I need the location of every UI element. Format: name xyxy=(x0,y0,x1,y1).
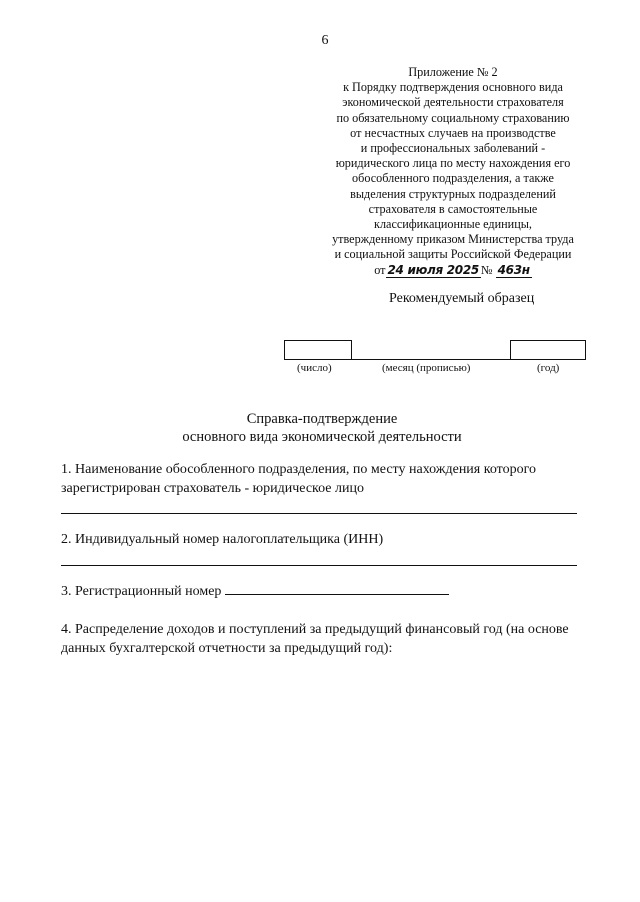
inn-input-line[interactable] xyxy=(61,565,577,566)
day-caption: (число) xyxy=(297,362,332,374)
year-caption: (год) xyxy=(537,362,560,374)
field-subdivision-name: 1. Наименование обособленного подразделения, по месту нахождения которого зарегистрирован страхователь - юридическое лицо xyxy=(61,462,536,496)
appendix-line: экономической деятельности страхователя xyxy=(342,95,564,110)
order-number-handwritten: 463н xyxy=(497,262,530,277)
appendix-header xyxy=(318,65,588,278)
recommended-sample-label: Рекомендуемый образец xyxy=(389,291,535,306)
year-input-box[interactable] xyxy=(510,340,586,360)
appendix-line: и профессиональных заболеваний - xyxy=(360,141,546,156)
order-reference xyxy=(318,263,588,278)
order-number-label: № xyxy=(480,262,493,277)
appendix-line: Приложение № 2 xyxy=(408,65,498,79)
order-date-handwritten: 24 июля 2025 xyxy=(387,262,479,277)
page-number: 6 xyxy=(321,33,329,48)
appendix-line: к Порядку подтверждения основного вида xyxy=(343,80,563,95)
appendix-line: обособленного подразделения, а также xyxy=(352,171,554,186)
field-registration-number xyxy=(61,580,609,601)
appendix-line: юридического лица по месту нахождения его xyxy=(335,156,571,171)
document-title xyxy=(0,410,640,446)
registration-number-label: 3. Регистрационный номер xyxy=(61,584,222,599)
order-prefix: от xyxy=(374,262,386,277)
month-input-line[interactable] xyxy=(351,359,511,360)
date-fields xyxy=(284,340,588,380)
appendix-line: от несчастных случаев на производстве xyxy=(350,125,556,140)
subdivision-name-input-line[interactable] xyxy=(61,513,577,514)
title-line-2: основного вида экономической деятельности xyxy=(182,429,462,445)
field-income-distribution: 4. Распределение доходов и поступлений за предыдущий финансовый год (на основе данных бухгалтерской отчетности за предыдущий год): xyxy=(61,622,569,656)
registration-number-input-line[interactable] xyxy=(225,580,449,595)
appendix-line: выделения структурных подразделений xyxy=(350,186,556,201)
title-line-1: Справка-подтверждение xyxy=(246,411,398,427)
appendix-line: по обязательному социальному страхованию xyxy=(336,110,570,125)
appendix-line: и социальной защиты Российской Федерации xyxy=(334,247,572,262)
field-inn: 2. Индивидуальный номер налогоплательщика (ИНН) xyxy=(61,532,384,547)
month-caption: (месяц (прописью) xyxy=(382,362,471,374)
appendix-line: страхователя в самостоятельные xyxy=(368,201,538,216)
appendix-line: утвержденному приказом Министерства труда xyxy=(332,232,574,247)
appendix-line: классификационные единицы, xyxy=(374,217,532,232)
day-input-box[interactable] xyxy=(284,340,352,360)
